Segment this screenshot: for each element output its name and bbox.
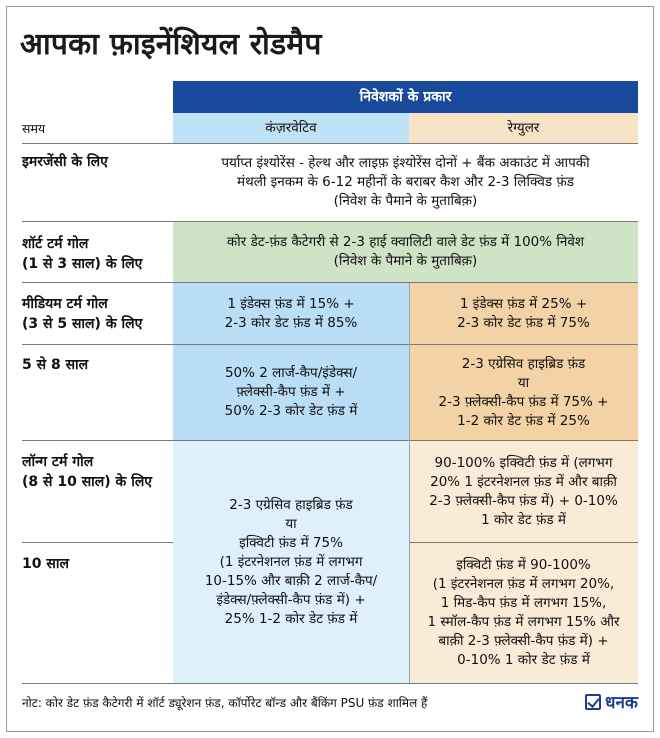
medium-term-conservative: 1 इंडेक्स फ़ंड में 15% + 2-3 कोर डेट फ़ंड में 85%	[173, 283, 409, 344]
investor-types-header: निवेशकों के प्रकार	[173, 81, 638, 113]
brand-logo	[585, 690, 638, 713]
checkbox-icon	[585, 694, 601, 710]
medium-term-regular: 1 इंडेक्स फ़ंड में 25% + 2-3 कोर डेट फ़ंड में 75%	[409, 283, 638, 344]
row-divider	[22, 683, 638, 684]
short-term-recommendation: कोर डेट-फ़ंड कैटेगरी से 2-3 हाई क्वालिटी वाले डेट फ़ंड में 100% निवेश (निवेश के पैमाने के मुताबिक़)	[173, 222, 638, 282]
row-label-long-term: लॉन्ग टर्म गोल (8 से 10 साल) के लिए	[22, 454, 153, 490]
five-eight-years-regular: 2-3 एग्रेसिव हाइब्रिड फ़ंड या 2-3 फ़्लेक्सी-कैप फ़ंड में 75% + 1-2 कोर डेट फ़ंड में 25%	[409, 345, 638, 440]
column-divider	[409, 283, 410, 683]
regular-column-header: रेग्युलर	[409, 113, 638, 143]
row-label-emergency: इमरजेंसी के लिए	[22, 154, 108, 170]
row-label-short-term: शॉर्ट टर्म गोल (1 से 3 साल) के लिए	[22, 236, 143, 272]
row-label-10-years: 10 साल	[22, 556, 69, 572]
footnote: नोट: कोर डेट फ़ंड कैटेगरी में शॉर्ट ड्यूरेशन फ़ंड, कॉर्पोरेट बॉन्ड और बैंकिंग PSU फ़ंड शामिल हैं	[22, 696, 428, 710]
long-term-regular: 90-100% इक्विटी फ़ंड में (लगभग 20% 1 इंटरनेशनल फ़ंड में और बाक़ी 2-3 फ़्लेक्सी-कैप फ़ंड में) + 0-10% 1 कोर डेट फ़ंड में	[409, 441, 638, 542]
time-column-header: समय	[22, 120, 46, 136]
five-eight-years-conservative: 50% 2 लार्ज-कैप/इंडेक्स/ फ़्लेक्सी-कैप फ़ंड में + 50% 2-3 कोर डेट फ़ंड में	[173, 345, 409, 440]
long-term-conservative: 2-3 एग्रेसिव हाइब्रिड फ़ंड या इक्विटी फ़ंड में 75% (1 इंटरनेशनल फ़ंड में लगभग 10-15% और बाक़ी 2 लार्ज-कैप/ इंडेक्स/फ़्लेक्सी-कैप फ़ंड में) + 25% 1-2 कोर डेट फ़ंड में	[173, 441, 409, 683]
page-title: आपका फ़ाइनेंशियल रोडमैप	[20, 27, 322, 62]
emergency-recommendation: पर्याप्त इंश्योरेंस - हेल्थ और लाइफ़ इंश्योरेंस दोनों + बैंक अकाउंट में आपकी मंथली इनकम के 6-12 महीनों के बराबर कैश और 2-3 लिक्विड फ़ंड (निवेश के पैमाने के मुताबिक़)	[221, 155, 590, 209]
row-divider	[22, 542, 173, 543]
ten-years-regular: इक्विटी फ़ंड में 90-100% (1 इंटरनेशनल फ़ंड में लगभग 20%, 1 मिड-कैप फ़ंड में लगभग 15%, 1 स्मॉल-कैप फ़ंड में लगभग 15% और बाक़ी 2-3 फ़्लेक्सी-कैप फ़ंड में) + 0-10% 1 कोर डेट फ़ंड में	[409, 543, 638, 683]
row-label-5-8-years: 5 से 8 साल	[22, 357, 89, 373]
conservative-column-header: कंज़रवेटिव	[173, 113, 409, 143]
row-label-medium-term: मीडियम टर्म गोल (3 से 5 साल) के लिए	[22, 296, 143, 332]
brand-name: धनक	[605, 693, 638, 713]
